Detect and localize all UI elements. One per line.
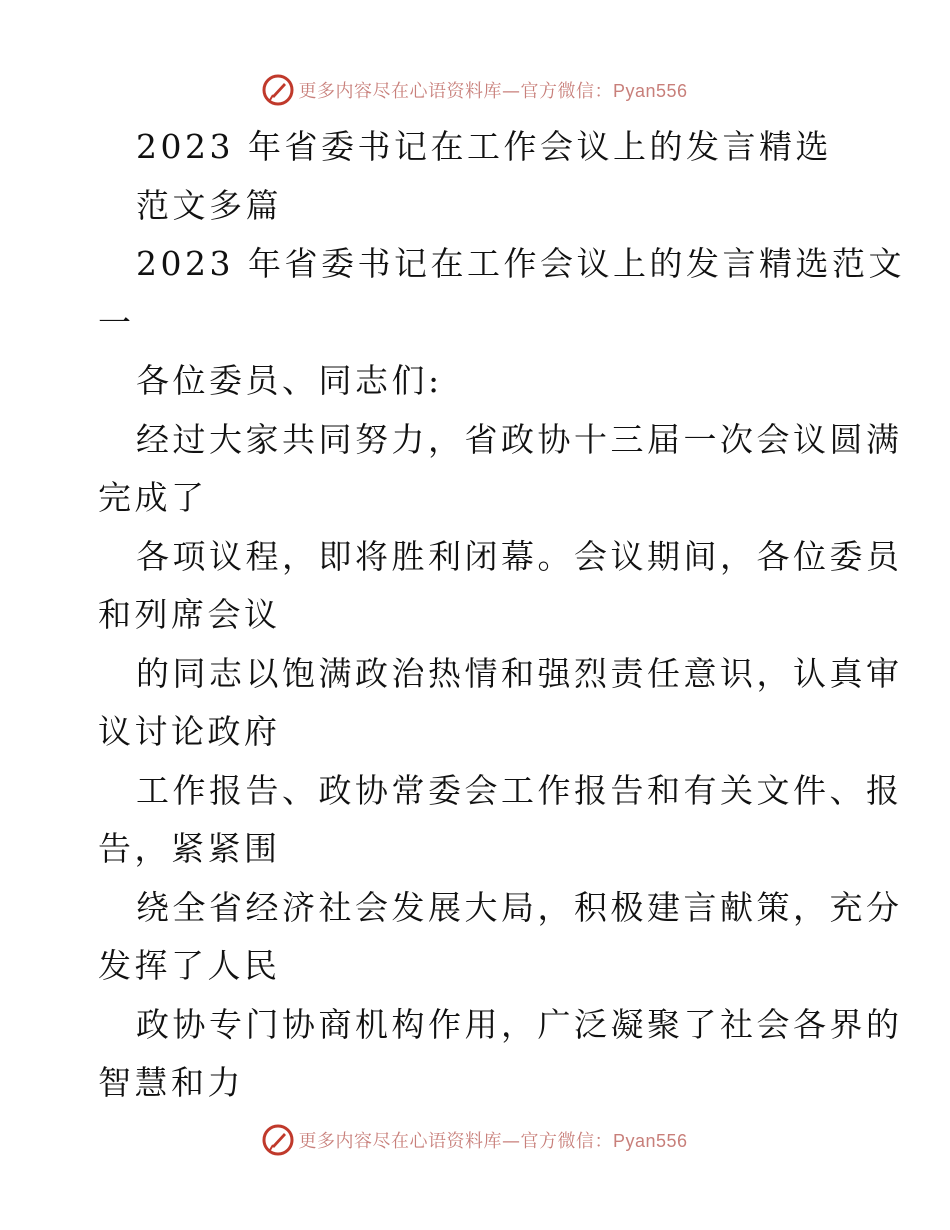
header-wechat-id: Pyan556 — [612, 81, 688, 101]
doc-subtitle-line-1: 2023 年省委书记在工作会议上的发言精选范文 — [136, 244, 905, 283]
footer-brand: 更多内容尽在心语资料库 — [298, 1131, 502, 1152]
doc-paragraph-line: 经过大家共同努力，省政协十三届一次会议圆满 — [136, 419, 903, 459]
doc-title-line-2: 范文多篇 — [136, 185, 282, 225]
doc-paragraph-line: 发挥了人民 — [98, 946, 281, 985]
doc-paragraph-line: 完成了 — [98, 478, 208, 517]
doc-paragraph-line: 议讨论政府 — [98, 712, 281, 751]
header-text — [298, 77, 687, 103]
header-separator: — — [501, 81, 521, 102]
doc-subtitle-line-2: 一 — [98, 302, 135, 342]
quill-logo-icon — [262, 1124, 294, 1156]
document-body — [98, 118, 905, 1113]
doc-paragraph-line: 工作报告、政协常委会工作报告和有关文件、报 — [136, 770, 903, 810]
doc-salutation: 各位委员、同志们: — [136, 361, 443, 400]
doc-paragraph-line: 和列席会议 — [98, 595, 281, 634]
footer-wechat-id: Pyan556 — [612, 1131, 688, 1151]
doc-paragraph-line: 政协专门协商机构作用，广泛凝聚了社会各界的 — [136, 1004, 903, 1044]
header-banner — [0, 70, 950, 110]
header-brand: 更多内容尽在心语资料库 — [298, 81, 502, 102]
doc-paragraph-line: 告，紧紧围 — [98, 829, 281, 868]
doc-paragraph-line: 智慧和力 — [98, 1063, 244, 1102]
footer-wechat-label: 官方微信： — [520, 1131, 613, 1152]
quill-logo-icon — [262, 74, 294, 106]
footer-text — [298, 1127, 687, 1153]
footer-banner — [0, 1120, 950, 1160]
header-wechat-label: 官方微信： — [520, 81, 613, 102]
doc-paragraph-line: 绕全省经济社会发展大局，积极建言献策，充分 — [136, 887, 903, 927]
doc-paragraph-line: 的同志以饱满政治热情和强烈责任意识，认真审 — [136, 653, 903, 693]
doc-paragraph-line: 各项议程，即将胜利闭幕。会议期间，各位委员 — [136, 536, 903, 576]
doc-title-line-1: 2023 年省委书记在工作会议上的发言精选 — [136, 127, 832, 166]
footer-separator: — — [501, 1131, 521, 1152]
